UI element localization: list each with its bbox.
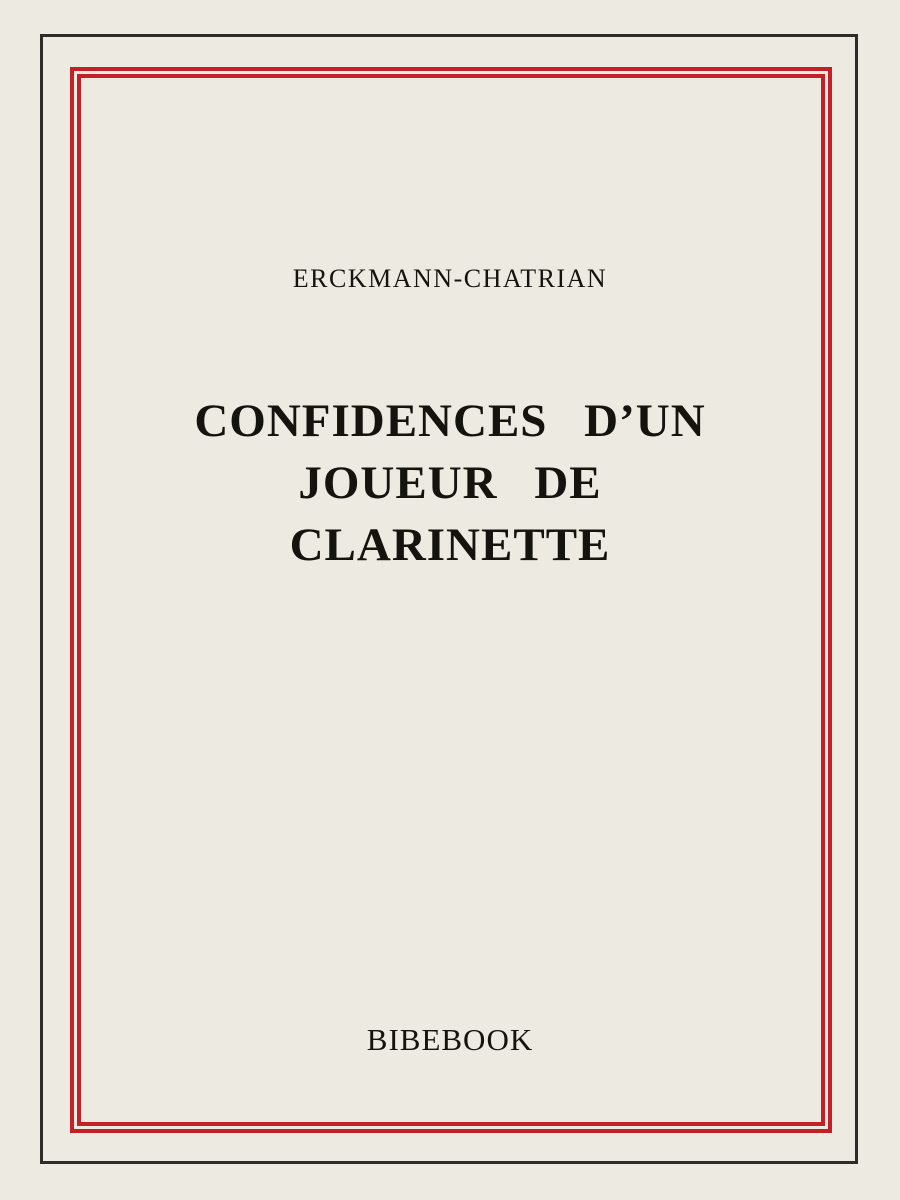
inner-red-double-frame: [70, 67, 832, 1133]
book-title: [0, 390, 900, 576]
publisher-name: BIBEBOOK: [366, 1022, 534, 1057]
title-line-1: CONFIDENCES D’UN: [194, 395, 706, 447]
author-name: ERCKMANN-CHATRIAN: [292, 264, 608, 293]
title-line-3: CLARINETTE: [289, 519, 611, 571]
title-line-2: JOUEUR DE: [298, 457, 602, 509]
